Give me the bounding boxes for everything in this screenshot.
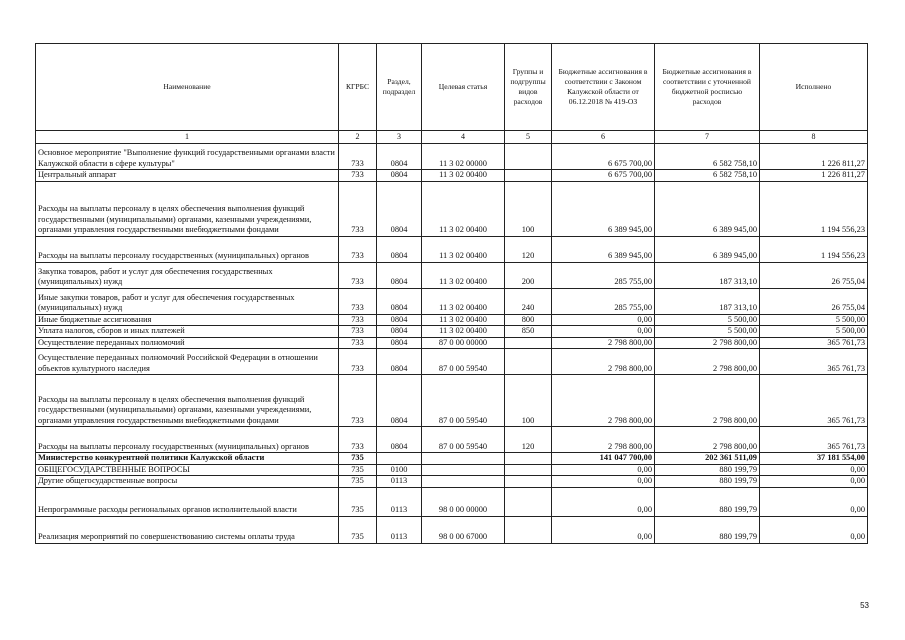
- page-number: 53: [860, 601, 869, 610]
- row-budget-law-cell: 2 798 800,00: [552, 337, 655, 349]
- col-number: 3: [377, 131, 422, 144]
- row-budget-refined-cell: 2 798 800,00: [655, 349, 760, 375]
- col-group-header: Группы и подгруппы видов расходов: [505, 44, 552, 131]
- row-target-cell: 11 3 02 00400: [422, 262, 505, 288]
- row-budget-refined-cell: 880 199,79: [655, 476, 760, 488]
- row-group-cell: 100: [505, 181, 552, 236]
- row-budget-refined-cell: 187 313,10: [655, 262, 760, 288]
- row-group-cell: [505, 464, 552, 476]
- row-budget-refined-cell: 880 199,79: [655, 487, 760, 516]
- row-budget-refined-cell: 202 361 511,09: [655, 453, 760, 465]
- row-section-cell: 0100: [377, 464, 422, 476]
- row-name-cell: Центральный аппарат: [36, 170, 339, 182]
- row-group-cell: 800: [505, 314, 552, 326]
- row-budget-law-cell: 6 389 945,00: [552, 181, 655, 236]
- row-executed-cell: 365 761,73: [760, 337, 868, 349]
- col-kgrbs-header: КГРБС: [339, 44, 377, 131]
- col-executed-header: Исполнено: [760, 44, 868, 131]
- row-budget-law-cell: 2 798 800,00: [552, 375, 655, 427]
- row-target-cell: 98 0 00 00000: [422, 487, 505, 516]
- row-group-cell: 120: [505, 427, 552, 453]
- row-section-cell: 0804: [377, 375, 422, 427]
- row-executed-cell: 0,00: [760, 464, 868, 476]
- table-row: [36, 375, 868, 427]
- row-kgrbs-cell: 733: [339, 236, 377, 262]
- row-budget-refined-cell: 6 582 758,10: [655, 144, 760, 170]
- table-row: [36, 464, 868, 476]
- row-budget-law-cell: 0,00: [552, 314, 655, 326]
- row-executed-cell: 1 226 811,27: [760, 144, 868, 170]
- row-budget-refined-cell: 5 500,00: [655, 314, 760, 326]
- budget-table: [35, 43, 868, 544]
- row-section-cell: 0804: [377, 337, 422, 349]
- row-section-cell: 0804: [377, 314, 422, 326]
- col-section-header: Раздел, подраздел: [377, 44, 422, 131]
- row-group-cell: 240: [505, 288, 552, 314]
- row-name-cell: Расходы на выплаты персоналу государственных (муниципальных) органов: [36, 427, 339, 453]
- row-kgrbs-cell: 733: [339, 326, 377, 338]
- row-executed-cell: 26 755,04: [760, 262, 868, 288]
- row-name-cell: Основное мероприятие "Выполнение функций государственными органами власти Калужской области в сфере культуры": [36, 144, 339, 170]
- col-number: 8: [760, 131, 868, 144]
- row-kgrbs-cell: 733: [339, 375, 377, 427]
- table-row: [36, 236, 868, 262]
- row-kgrbs-cell: 733: [339, 337, 377, 349]
- row-kgrbs-cell: 735: [339, 516, 377, 543]
- row-name-cell: Расходы на выплаты персоналу государственных (муниципальных) органов: [36, 236, 339, 262]
- row-target-cell: 11 3 02 00400: [422, 181, 505, 236]
- row-section-cell: 0804: [377, 262, 422, 288]
- row-group-cell: [505, 144, 552, 170]
- row-target-cell: 87 0 00 59540: [422, 349, 505, 375]
- row-name-cell: Расходы на выплаты персоналу в целях обеспечения выполнения функций государственными (муниципальными) органами, казенными учреждениями, органами управления государственными внебюджетными фондами: [36, 375, 339, 427]
- row-target-cell: [422, 464, 505, 476]
- row-target-cell: 11 3 02 00000: [422, 144, 505, 170]
- row-kgrbs-cell: 733: [339, 288, 377, 314]
- row-group-cell: [505, 487, 552, 516]
- row-name-cell: ОБЩЕГОСУДАРСТВЕННЫЕ ВОПРОСЫ: [36, 464, 339, 476]
- row-budget-law-cell: 6 675 700,00: [552, 144, 655, 170]
- col-number: 7: [655, 131, 760, 144]
- row-kgrbs-cell: 733: [339, 314, 377, 326]
- row-target-cell: [422, 453, 505, 465]
- row-group-cell: [505, 516, 552, 543]
- row-budget-refined-cell: 880 199,79: [655, 516, 760, 543]
- row-group-cell: 200: [505, 262, 552, 288]
- table-row: [36, 262, 868, 288]
- row-section-cell: [377, 453, 422, 465]
- row-target-cell: 11 3 02 00400: [422, 236, 505, 262]
- row-budget-law-cell: 6 389 945,00: [552, 236, 655, 262]
- table-row: [36, 476, 868, 488]
- row-group-cell: [505, 476, 552, 488]
- row-name-cell: Другие общегосударственные вопросы: [36, 476, 339, 488]
- row-kgrbs-cell: 733: [339, 427, 377, 453]
- row-section-cell: 0804: [377, 170, 422, 182]
- row-group-cell: [505, 170, 552, 182]
- row-group-cell: [505, 337, 552, 349]
- row-budget-law-cell: 0,00: [552, 464, 655, 476]
- row-kgrbs-cell: 735: [339, 453, 377, 465]
- row-target-cell: 11 3 02 00400: [422, 314, 505, 326]
- row-executed-cell: 5 500,00: [760, 326, 868, 338]
- row-budget-law-cell: 2 798 800,00: [552, 349, 655, 375]
- row-executed-cell: 0,00: [760, 516, 868, 543]
- row-budget-refined-cell: 6 582 758,10: [655, 170, 760, 182]
- row-budget-law-cell: 0,00: [552, 476, 655, 488]
- row-section-cell: 0804: [377, 427, 422, 453]
- row-budget-law-cell: 0,00: [552, 326, 655, 338]
- row-name-cell: Иные бюджетные ассигнования: [36, 314, 339, 326]
- table-body: [36, 144, 868, 544]
- row-budget-law-cell: 285 755,00: [552, 262, 655, 288]
- row-executed-cell: 5 500,00: [760, 314, 868, 326]
- row-executed-cell: 37 181 554,00: [760, 453, 868, 465]
- table-row: [36, 314, 868, 326]
- row-section-cell: 0804: [377, 181, 422, 236]
- row-target-cell: 98 0 00 67000: [422, 516, 505, 543]
- row-section-cell: 0804: [377, 349, 422, 375]
- row-section-cell: 0804: [377, 236, 422, 262]
- row-budget-law-cell: 141 047 700,00: [552, 453, 655, 465]
- row-group-cell: [505, 349, 552, 375]
- row-name-cell: Иные закупки товаров, работ и услуг для обеспечения государственных (муниципальных) нужд: [36, 288, 339, 314]
- row-budget-refined-cell: 187 313,10: [655, 288, 760, 314]
- col-number: 6: [552, 131, 655, 144]
- row-budget-law-cell: 285 755,00: [552, 288, 655, 314]
- row-group-cell: 120: [505, 236, 552, 262]
- row-executed-cell: 365 761,73: [760, 375, 868, 427]
- row-executed-cell: 1 226 811,27: [760, 170, 868, 182]
- row-section-cell: 0113: [377, 487, 422, 516]
- table-row: [36, 487, 868, 516]
- row-budget-refined-cell: 6 389 945,00: [655, 236, 760, 262]
- row-budget-refined-cell: 5 500,00: [655, 326, 760, 338]
- table-row: [36, 144, 868, 170]
- row-name-cell: Осуществление переданных полномочий: [36, 337, 339, 349]
- row-executed-cell: 0,00: [760, 476, 868, 488]
- col-number: 5: [505, 131, 552, 144]
- row-name-cell: Осуществление переданных полномочий Российской Федерации в отношении объектов культурного наследия: [36, 349, 339, 375]
- row-name-cell: Непрограммные расходы региональных органов исполнительной власти: [36, 487, 339, 516]
- row-name-cell: Уплата налогов, сборов и иных платежей: [36, 326, 339, 338]
- row-section-cell: 0804: [377, 144, 422, 170]
- table-row: [36, 288, 868, 314]
- row-executed-cell: 0,00: [760, 487, 868, 516]
- row-budget-law-cell: 0,00: [552, 516, 655, 543]
- table-row: [36, 427, 868, 453]
- row-kgrbs-cell: 733: [339, 181, 377, 236]
- row-target-cell: 87 0 00 00000: [422, 337, 505, 349]
- row-budget-refined-cell: 2 798 800,00: [655, 337, 760, 349]
- col-number: 2: [339, 131, 377, 144]
- row-section-cell: 0804: [377, 326, 422, 338]
- row-target-cell: [422, 476, 505, 488]
- row-target-cell: 87 0 00 59540: [422, 375, 505, 427]
- table-row: [36, 516, 868, 543]
- row-kgrbs-cell: 735: [339, 487, 377, 516]
- table-row: [36, 326, 868, 338]
- row-executed-cell: 365 761,73: [760, 427, 868, 453]
- row-budget-refined-cell: 6 389 945,00: [655, 181, 760, 236]
- row-name-cell: Реализация мероприятий по совершенствованию системы оплаты труда: [36, 516, 339, 543]
- row-target-cell: 87 0 00 59540: [422, 427, 505, 453]
- row-section-cell: 0113: [377, 516, 422, 543]
- row-target-cell: 11 3 02 00400: [422, 326, 505, 338]
- row-budget-law-cell: 0,00: [552, 487, 655, 516]
- table-row: [36, 337, 868, 349]
- row-section-cell: 0113: [377, 476, 422, 488]
- row-group-cell: 850: [505, 326, 552, 338]
- row-budget-refined-cell: 880 199,79: [655, 464, 760, 476]
- row-kgrbs-cell: 735: [339, 476, 377, 488]
- row-budget-law-cell: 6 675 700,00: [552, 170, 655, 182]
- table-row: [36, 349, 868, 375]
- col-target-header: Целевая статья: [422, 44, 505, 131]
- row-kgrbs-cell: 735: [339, 464, 377, 476]
- col-budget-refined-header: Бюджетные ассигнования в соответствии с уточненной бюджетной росписью расходов: [655, 44, 760, 131]
- row-name-cell: Расходы на выплаты персоналу в целях обеспечения выполнения функций государственными (муниципальными) органами, казенными учреждениями, органами управления государственными внебюджетными фондами: [36, 181, 339, 236]
- row-executed-cell: 1 194 556,23: [760, 181, 868, 236]
- row-executed-cell: 26 755,04: [760, 288, 868, 314]
- row-kgrbs-cell: 733: [339, 170, 377, 182]
- table-row: [36, 453, 868, 465]
- row-budget-refined-cell: 2 798 800,00: [655, 427, 760, 453]
- row-kgrbs-cell: 733: [339, 262, 377, 288]
- col-number: 4: [422, 131, 505, 144]
- col-name-header: Наименование: [36, 44, 339, 131]
- row-name-cell: Закупка товаров, работ и услуг для обеспечения государственных (муниципальных) нужд: [36, 262, 339, 288]
- table-row: [36, 170, 868, 182]
- row-target-cell: 11 3 02 00400: [422, 170, 505, 182]
- row-group-cell: [505, 453, 552, 465]
- column-number-row: [36, 131, 868, 144]
- row-target-cell: 11 3 02 00400: [422, 288, 505, 314]
- row-budget-law-cell: 2 798 800,00: [552, 427, 655, 453]
- row-section-cell: 0804: [377, 288, 422, 314]
- row-budget-refined-cell: 2 798 800,00: [655, 375, 760, 427]
- header-row: [36, 44, 868, 131]
- row-kgrbs-cell: 733: [339, 349, 377, 375]
- row-executed-cell: 1 194 556,23: [760, 236, 868, 262]
- table-row: [36, 181, 868, 236]
- row-name-cell: Министерство конкурентной политики Калужской области: [36, 453, 339, 465]
- col-budget-law-header: Бюджетные ассигнования в соответствии с Законом Калужской области от 06.12.2018 № 419-ОЗ: [552, 44, 655, 131]
- col-number: 1: [36, 131, 339, 144]
- row-executed-cell: 365 761,73: [760, 349, 868, 375]
- row-kgrbs-cell: 733: [339, 144, 377, 170]
- row-group-cell: 100: [505, 375, 552, 427]
